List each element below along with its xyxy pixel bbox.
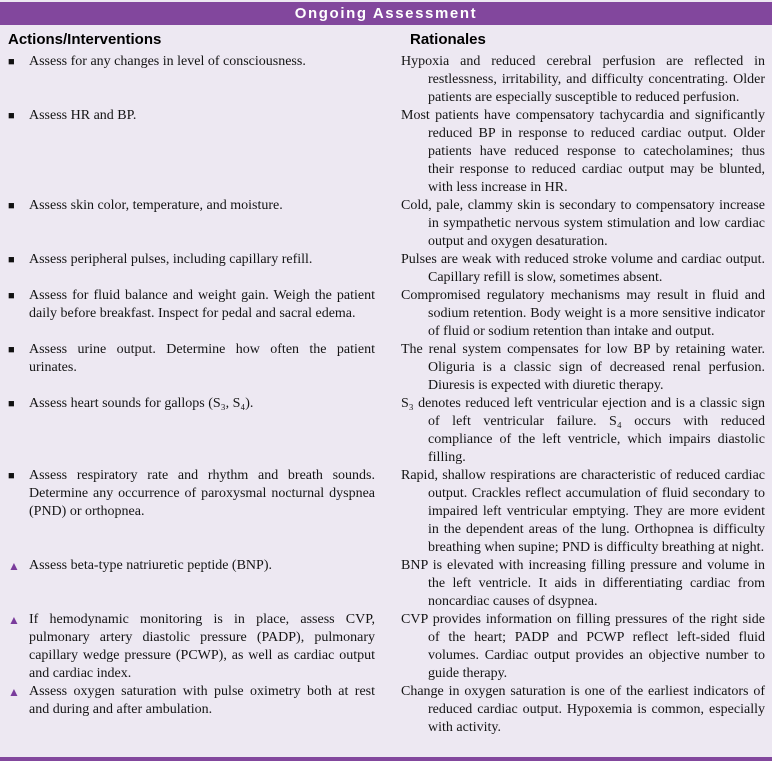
table-title: Ongoing Assessment (294, 5, 478, 22)
bottom-accent-bar (0, 757, 772, 761)
action-text: Assess for fluid balance and weight gain. Weigh the patient daily before breakfast. Inspect for pedal and sacral edema. (29, 288, 375, 321)
action-text: Assess peripheral pulses, including capillary refill. (29, 252, 313, 267)
action-cell (8, 251, 393, 287)
action-cell (8, 197, 393, 251)
table-row (8, 287, 765, 341)
action-cell (8, 341, 393, 395)
action-text: Assess heart sounds for gallops (S₃, S₄). (29, 396, 254, 411)
action-cell (8, 611, 393, 683)
column-header-row (0, 25, 772, 53)
triangle-bullet-icon: ▲ (8, 559, 20, 573)
rationale-cell: BNP is elevated with increasing filling pressure and volume in the left ventricle. It aids in differentiating cardiac from noncardiac causes of dsypnea. (401, 558, 765, 609)
rationale-cell: Rapid, shallow respirations are characteristic of reduced cardiac output. Crackles reflect accumulation of fluid secondary to impaired left ventricular emptying. They are more evident in the dependent areas of the lung. Orthopnea is difficulty breathing when supine; PND is difficulty breathing at night. (401, 468, 765, 555)
column-header-rationales: Rationales (410, 31, 486, 48)
action-text: Assess oxygen saturation with pulse oximetry both at rest and during and after ambulation. (29, 684, 375, 717)
rationale-cell: Most patients have compensatory tachycardia and significantly reduced BP in response to reduced cardiac output. Older patients have reduced response to catecholamines; thus their response to reduced cardiac output may be blunted, with less increase in HR. (401, 108, 765, 195)
action-text: Assess skin color, temperature, and moisture. (29, 198, 283, 213)
action-cell (8, 557, 393, 611)
table-row (8, 557, 765, 611)
table-row (8, 341, 765, 395)
action-text: Assess HR and BP. (29, 108, 137, 123)
action-cell (8, 287, 393, 341)
action-cell (8, 395, 393, 467)
action-cell (8, 467, 393, 557)
triangle-bullet-icon: ▲ (8, 685, 20, 699)
rationale-cell: Change in oxygen saturation is one of the earliest indicators of reduced cardiac output. Hypoxemia is common, especially with activity. (401, 684, 765, 735)
square-bullet-icon: ■ (8, 254, 15, 266)
rationale-cell: Cold, pale, clammy skin is secondary to compensatory increase in sympathetic nervous system stimulation and low cardiac output and oxygen desaturation. (401, 198, 765, 249)
table-row (8, 107, 765, 197)
action-cell (8, 107, 393, 197)
square-bullet-icon: ■ (8, 110, 15, 122)
table-body (0, 53, 772, 737)
rationale-cell: The renal system compensates for low BP by retaining water. Oliguria is a classic sign of decreased renal perfusion. Diuresis is expected with diuretic therapy. (401, 342, 765, 393)
rationale-cell: Pulses are weak with reduced stroke volume and cardiac output. Capillary refill is slow, sometimes absent. (401, 252, 765, 285)
table-row (8, 53, 765, 107)
action-text: Assess beta-type natriuretic peptide (BNP). (29, 558, 272, 573)
action-text: Assess urine output. Determine how often the patient urinates. (29, 342, 375, 375)
action-cell (8, 683, 393, 737)
table-row (8, 467, 765, 557)
rationale-cell: Compromised regulatory mechanisms may result in fluid and sodium retention. Body weight is a more sensitive indicator of fluid or sodium retention than intake and output. (401, 288, 765, 339)
action-cell (8, 53, 393, 107)
assessment-table-page (0, 2, 772, 761)
rationale-cell: Hypoxia and reduced cerebral perfusion are reflected in restlessness, irritability, and difficulty concentrating. Older patients are especially susceptible to reduced perfusion. (401, 54, 765, 105)
square-bullet-icon: ■ (8, 200, 15, 212)
square-bullet-icon: ■ (8, 398, 15, 410)
table-row (8, 197, 765, 251)
column-header-actions: Actions/Interventions (8, 31, 162, 48)
table-title-bar (0, 2, 772, 25)
table-row (8, 251, 765, 287)
rationale-cell: CVP provides information on filling pressures of the right side of the heart; PADP and PCWP reflect left-sided fluid volumes. Cardiac output provides an objective number to guide therapy. (401, 612, 765, 681)
table-row (8, 395, 765, 467)
square-bullet-icon: ■ (8, 470, 15, 482)
action-text: If hemodynamic monitoring is in place, assess CVP, pulmonary artery diastolic pressure (PADP), pulmonary capillary wedge pressure (PCWP), as well as cardiac output and cardiac index. (29, 612, 375, 681)
square-bullet-icon: ■ (8, 344, 15, 356)
square-bullet-icon: ■ (8, 56, 15, 68)
table-row (8, 683, 765, 737)
square-bullet-icon: ■ (8, 290, 15, 302)
triangle-bullet-icon: ▲ (8, 613, 20, 627)
table-row (8, 611, 765, 683)
action-text: Assess respiratory rate and rhythm and breath sounds. Determine any occurrence of paroxysmal nocturnal dyspnea (PND) or orthopnea. (29, 468, 375, 519)
action-text: Assess for any changes in level of consciousness. (29, 54, 306, 69)
rationale-cell: S₃ denotes reduced left ventricular ejection and is a classic sign of left ventricular failure. S₄ occurs with reduced compliance of the left ventricle, which impairs diastolic filling. (401, 396, 765, 465)
